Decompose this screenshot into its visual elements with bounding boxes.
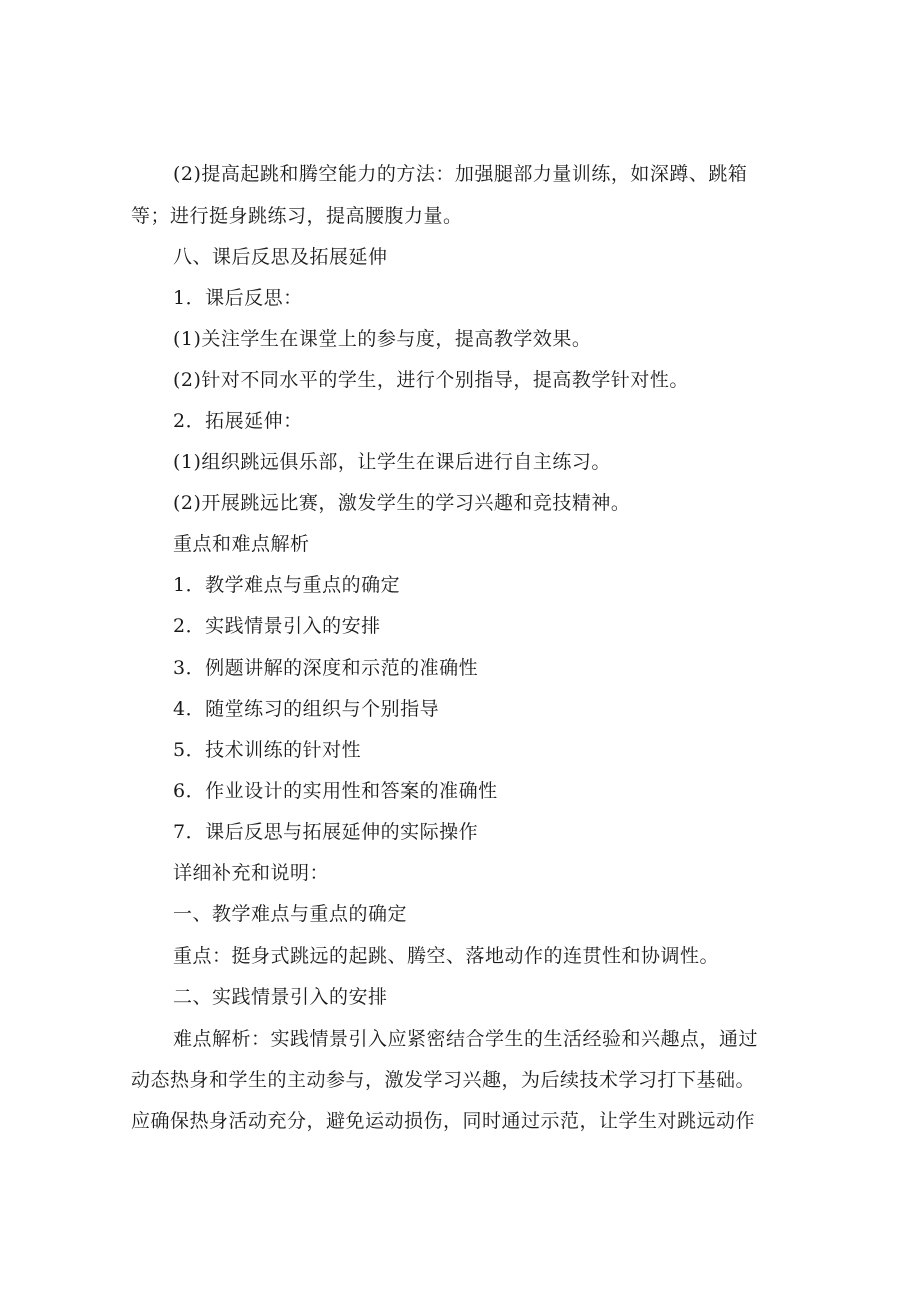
- list-item-extension-1: (1)组织跳远俱乐部，让学生在课后进行自主练习。: [173, 451, 611, 473]
- detail-paragraph-difficulty-line-3: 应确保热身活动充分，避免运动损伤，同时通过示范，让学生对跳远动作: [131, 1110, 756, 1132]
- key-point-item-5: 5．技术训练的针对性: [173, 739, 362, 761]
- key-point-item-2: 2．实践情景引入的安排: [173, 615, 381, 637]
- detail-paragraph-difficulty-line-1: 难点解析：实践情景引入应紧密结合学生的生活经验和兴趣点，通过: [173, 1028, 759, 1050]
- paragraph-takeoff-method-line-2: 等；进行挺身跳练习，提高腰腹力量。: [131, 205, 463, 227]
- list-item-extension-2: (2)开展跳远比赛，激发学生的学习兴趣和竞技精神。: [173, 492, 631, 514]
- subheading-reflection: 1．课后反思：: [173, 287, 303, 309]
- key-point-item-3: 3．例题讲解的深度和示范的准确性: [173, 657, 479, 679]
- detail-paragraph-key-point: 重点：挺身式跳远的起跳、腾空、落地动作的连贯性和协调性。: [173, 945, 720, 967]
- key-point-item-1: 1．教学难点与重点的确定: [173, 574, 401, 596]
- section-heading-reflection: 八、课后反思及拓展延伸: [173, 246, 388, 268]
- section-heading-key-points: 重点和难点解析: [173, 533, 310, 555]
- paragraph-takeoff-method-line-1: (2)提高起跳和腾空能力的方法：加强腿部力量训练，如深蹲、跳箱: [173, 163, 748, 185]
- subheading-extension: 2．拓展延伸：: [173, 410, 303, 432]
- detail-heading-2: 二、实践情景引入的安排: [173, 986, 388, 1008]
- detail-heading-1: 一、教学难点与重点的确定: [173, 903, 408, 925]
- list-item-reflection-1: (1)关注学生在课堂上的参与度，提高教学效果。: [173, 328, 592, 350]
- detail-paragraph-difficulty-line-2: 动态热身和学生的主动参与，激发学习兴趣，为后续技术学习打下基础。: [131, 1069, 756, 1091]
- key-point-item-6: 6．作业设计的实用性和答案的准确性: [173, 780, 498, 802]
- list-item-reflection-2: (2)针对不同水平的学生，进行个别指导，提高教学针对性。: [173, 369, 689, 391]
- key-point-item-4: 4．随堂练习的组织与个别指导: [173, 698, 440, 720]
- key-point-item-7: 7．课后反思与拓展延伸的实际操作: [173, 821, 479, 843]
- section-heading-details: 详细补充和说明：: [173, 862, 330, 884]
